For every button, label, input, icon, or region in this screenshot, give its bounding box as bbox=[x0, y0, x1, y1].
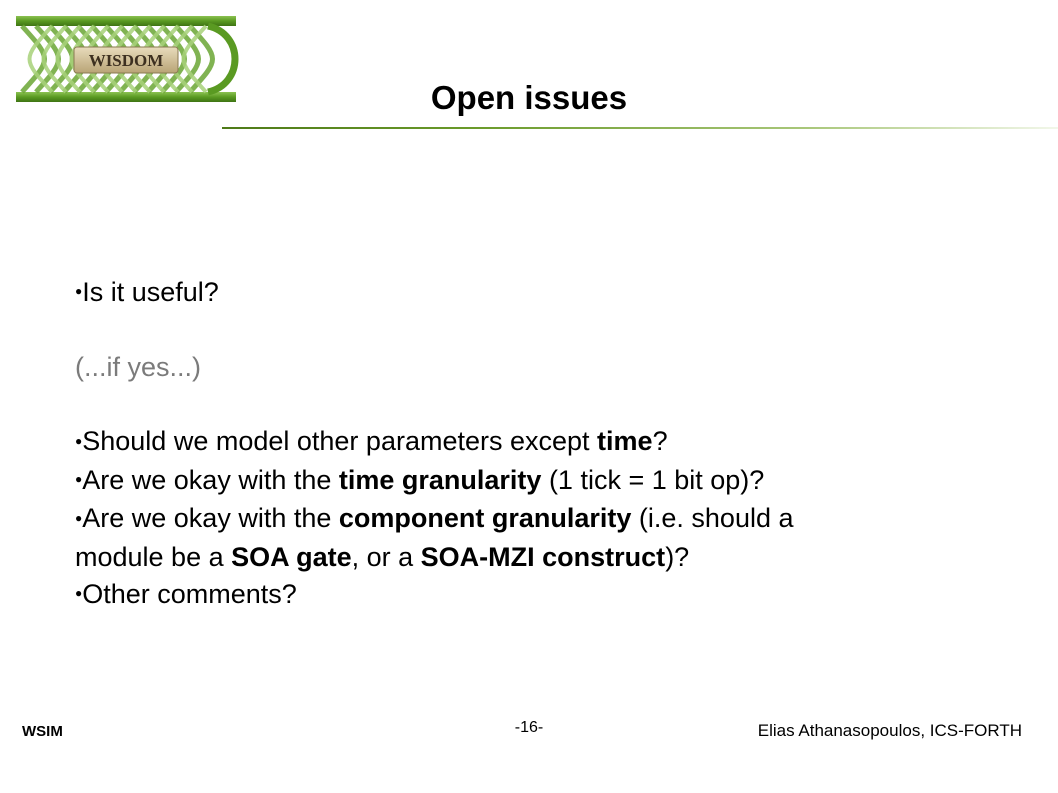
bullet-icon: ● bbox=[75, 510, 83, 525]
bullet-item: ●Other comments? bbox=[75, 578, 297, 609]
slide-content bbox=[75, 274, 1035, 614]
footer-author: Elias Athanasopoulos, ICS-FORTH bbox=[757, 721, 1022, 740]
svg-text:WISDOM: WISDOM bbox=[88, 51, 164, 70]
bullet-item: ●Are we okay with the component granularity (i.e. should a bbox=[75, 503, 794, 534]
title-divider bbox=[222, 127, 1058, 129]
bullet-icon: ● bbox=[75, 433, 83, 448]
bullet-item: ●Are we okay with the time granularity (1 tick = 1 bit op)? bbox=[75, 464, 765, 495]
bullet-icon: ● bbox=[75, 284, 83, 299]
page-title: Open issues bbox=[430, 79, 628, 116]
footer-label: WSIM bbox=[22, 723, 63, 740]
page-number: -16- bbox=[514, 719, 544, 736]
bullet-item: ●Is it useful? bbox=[75, 277, 219, 307]
bullet-item: ●Should we model other parameters except time? bbox=[75, 426, 668, 457]
aside-text: (...if yes...) bbox=[75, 352, 202, 383]
bullet-item-continuation: module be a SOA gate, or a SOA-MZI construct)? bbox=[75, 541, 690, 572]
bullet-icon: ● bbox=[75, 472, 83, 487]
bullet-icon: ● bbox=[75, 585, 83, 600]
